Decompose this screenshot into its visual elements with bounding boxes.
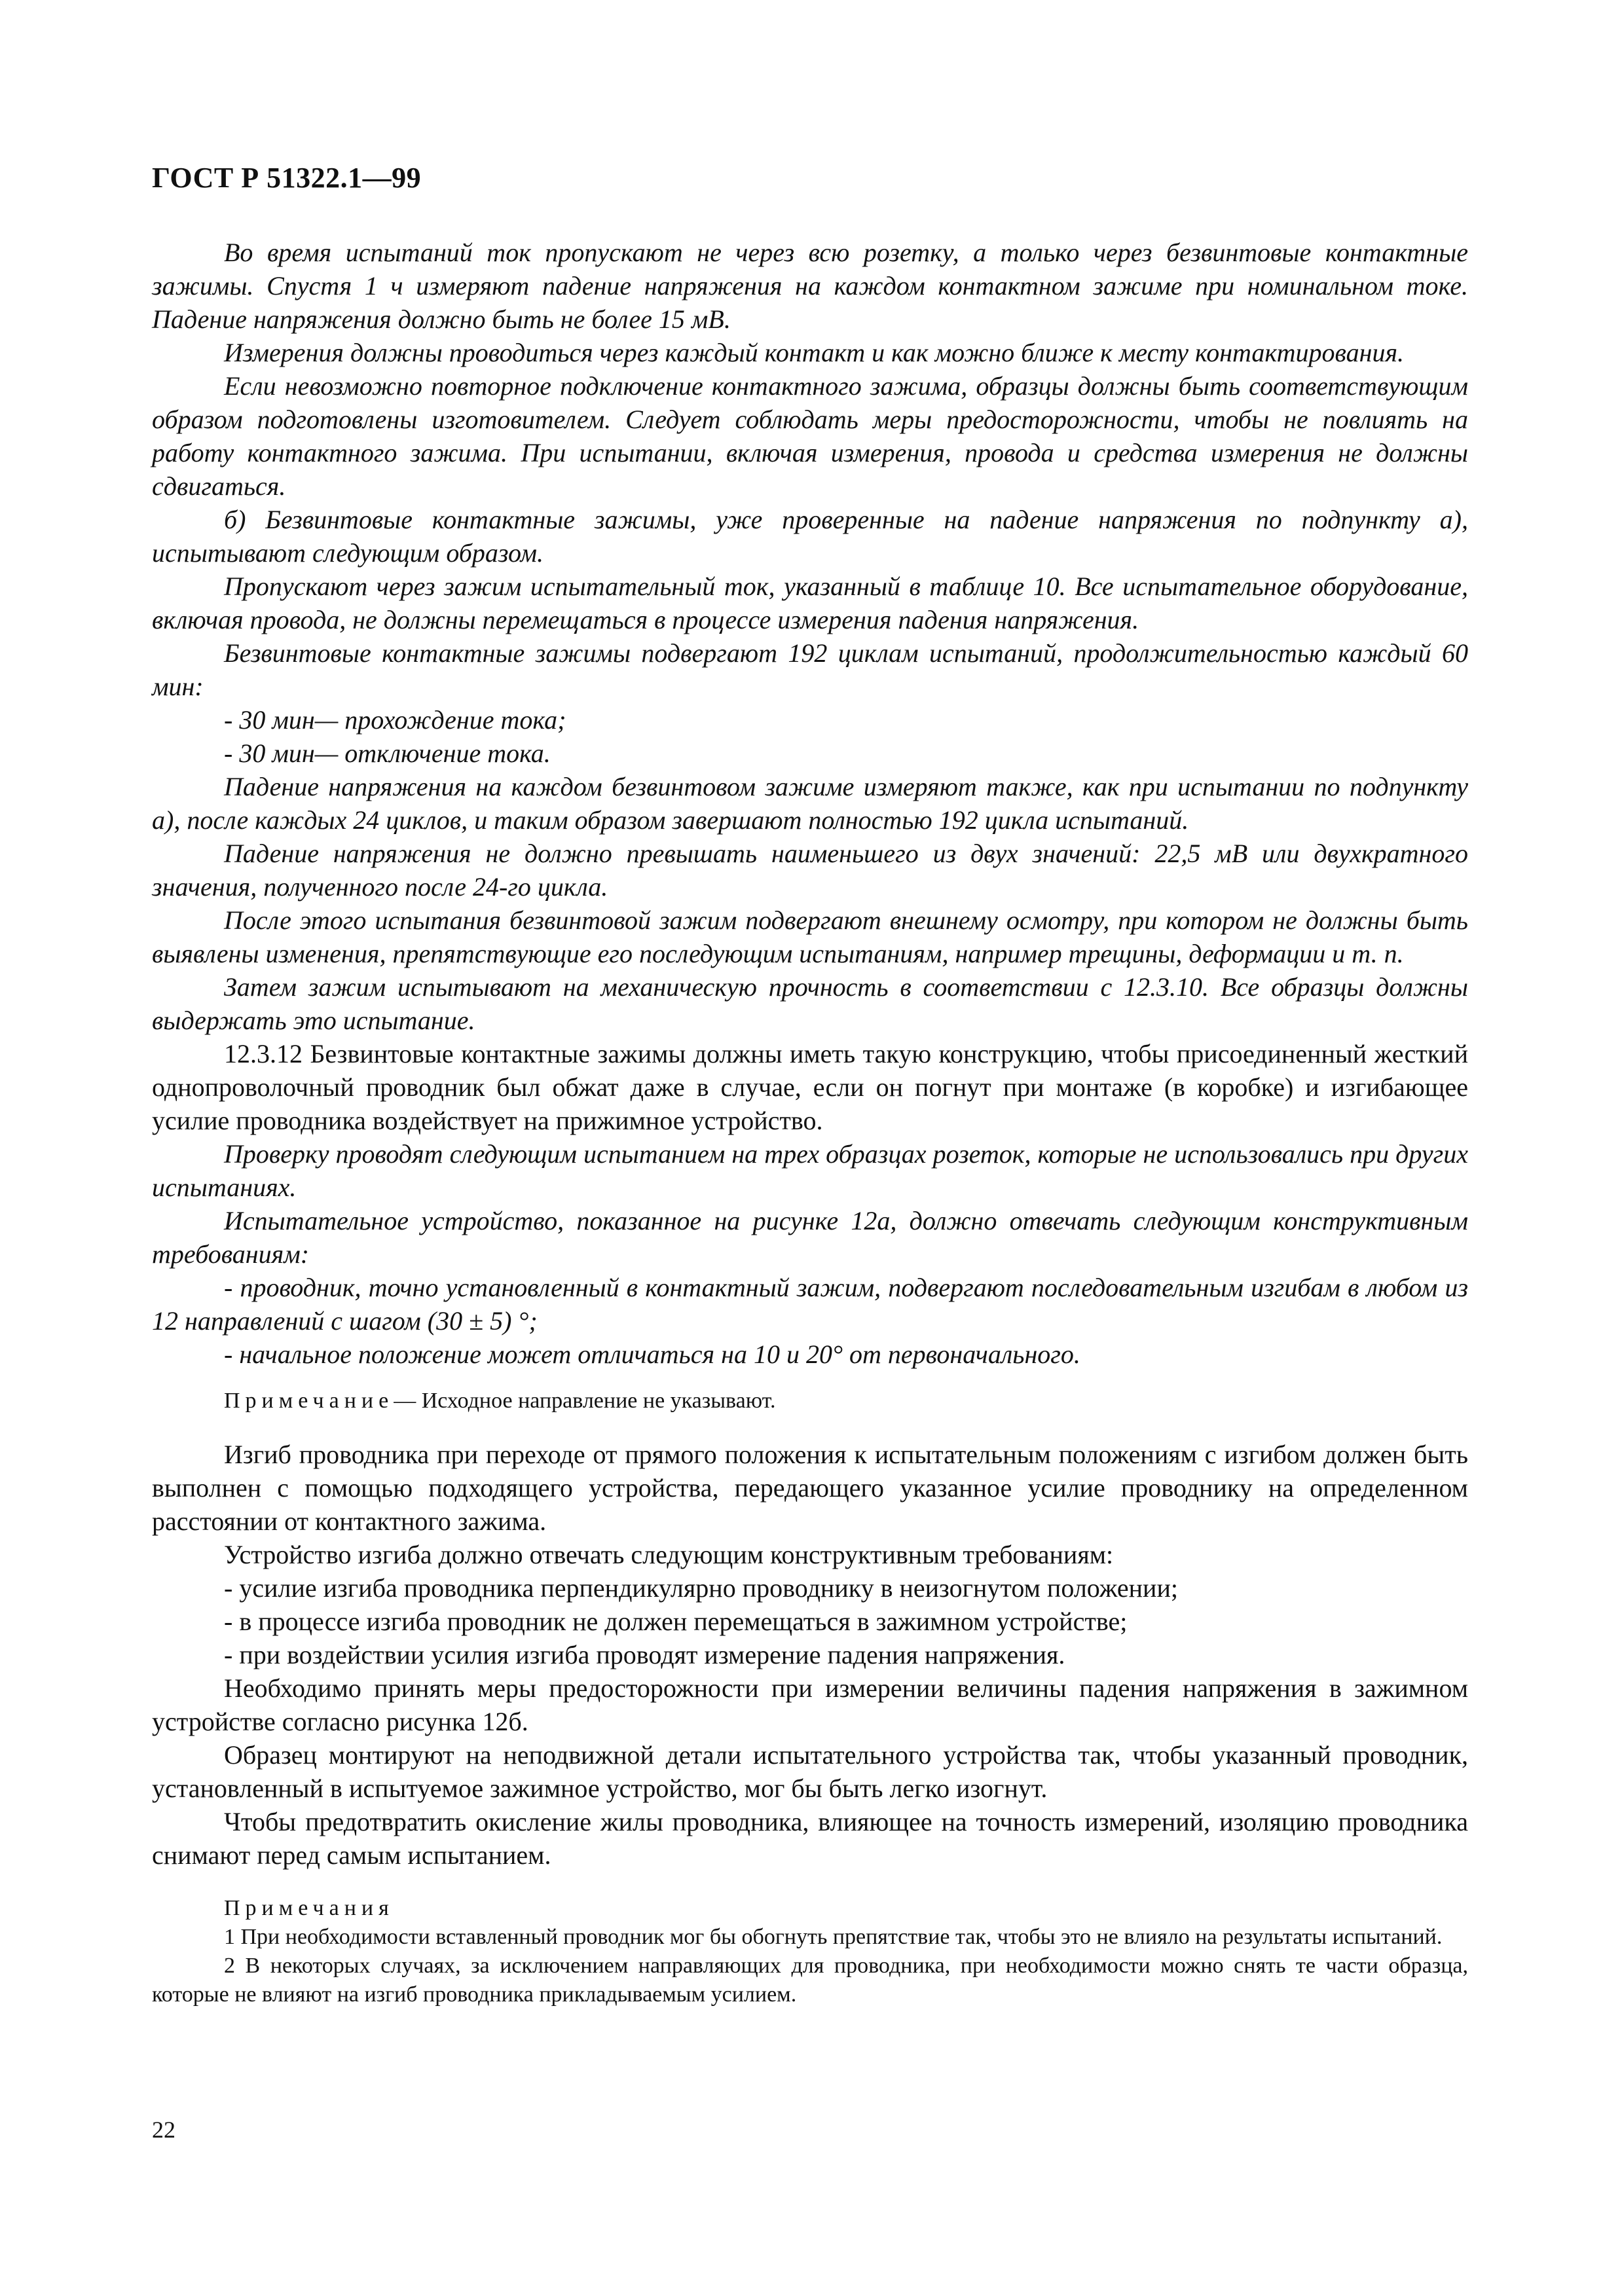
paragraph: Чтобы предотвратить окисление жилы проводника, влияющее на точность измерений, изоляцию проводника снимают перед самым испытанием. (152, 1807, 1468, 1870)
paragraph: Падение напряжения на каждом безвинтовом зажиме измеряют также, как при испытании по подпункту а), после каждых 24 циклов, и таким образом завершают полностью 192 цикла испытаний. (152, 772, 1468, 835)
note-item: 2 В некоторых случаях, за исключением направляющих для проводника, при необходимости можно снять те части образца, которые не влияют на изгиб проводника прикладываемым усилием. (152, 1954, 1468, 2007)
list-item: - начальное положение может отличаться на 10 и 20° от первоначального. (224, 1339, 1080, 1369)
clause-12-3-12: 12.3.12 Безвинтовые контактные зажимы должны иметь такую конструкцию, чтобы присоединенный жесткий однопроволочный проводник был обжат даже в случае, если он погнут при монтаже (в коробке) и изгибающее усилие проводника воздействует на прижимное устройство. (152, 1039, 1468, 1135)
page-number: 22 (152, 2117, 175, 2143)
notes-heading: Примечания (224, 1896, 394, 1920)
note-label: Примечание (224, 1389, 394, 1413)
notes-block (152, 1894, 1468, 2009)
paragraph: Безвинтовые контактные зажимы подвергают 192 циклам испытаний, продолжительностью каждый 60 мин: (152, 638, 1468, 701)
section-bending-device (152, 1438, 1468, 1872)
note (152, 1387, 1468, 1415)
paragraph: Изгиб проводника при переходе от прямого положения к испытательным положениям с изгибом должен быть выполнен с помощью подходящего устройства, передающего указанное усилие проводнику на определенном расстоянии от контактного зажима. (152, 1440, 1468, 1536)
list-item: - проводник, точно установленный в контактный зажим, подвергают последовательным изгибам в любом из 12 направлений с шагом (30 ± 5) °; (152, 1273, 1468, 1336)
list-item: - при воздействии усилия изгиба проводят измерение падения напряжения. (224, 1640, 1065, 1669)
list-item: - в процессе изгиба проводник не должен перемещаться в зажимном устройстве; (224, 1607, 1128, 1636)
paragraph: Испытательное устройство, показанное на рисунке 12а, должно отвечать следующим конструктивным требованиям: (152, 1206, 1468, 1269)
note-item: 1 При необходимости вставленный проводник мог бы обогнуть препятствие так, чтобы это не влияло на результаты испытаний. (224, 1925, 1443, 1949)
paragraph: б) Безвинтовые контактные зажимы, уже проверенные на падение напряжения по подпункту а), испытывают следующим образом. (152, 505, 1468, 568)
paragraph: Необходимо принять меры предосторожности при измерении величины падения напряжения в зажимном устройстве согласно рисунка 12б. (152, 1673, 1468, 1736)
paragraph: Пропускают через зажим испытательный ток, указанный в таблице 10. Все испытательное оборудование, включая провода, не должны перемещаться в процессе измерения падения напряжения. (152, 572, 1468, 634)
paragraph: Во время испытаний ток пропускают не через всю розетку, а только через безвинтовые контактные зажимы. Спустя 1 ч измеряют падение напряжения на каждом контактном зажиме при номинальном токе. Падение напряжения должно быть не более 15 мВ. (152, 238, 1468, 334)
paragraph: Затем зажим испытывают на механическую прочность в соответствии с 12.3.10. Все образцы должны выдержать это испытание. (152, 972, 1468, 1035)
paragraph: Измерения должны проводиться через каждый контакт и как можно ближе к месту контактирования. (224, 338, 1405, 367)
paragraph: Падение напряжения не должно превышать наименьшего из двух значений: 22,5 мВ или двухкратного значения, полученного после 24-го цикла. (152, 839, 1468, 902)
note-text: — Исходное направление не указывают. (394, 1389, 776, 1413)
paragraph: Проверку проводят следующим испытанием на трех образцах розеток, которые не использовались при других испытаниях. (152, 1139, 1468, 1202)
list-item: - 30 мин— прохождение тока; (224, 705, 566, 735)
paragraph: Если невозможно повторное подключение контактного зажима, образцы должны быть соответствующим образом подготовлены изготовителем. Следует соблюдать меры предосторожности, чтобы не повлиять на работу контактного зажима. При испытании, включая измерения, провода и средства измерения не должны сдвигаться. (152, 371, 1468, 501)
list-item: - усилие изгиба проводника перпендикулярно проводнику в неизогнутом положении; (224, 1573, 1178, 1603)
list-item: - 30 мин— отключение тока. (224, 738, 551, 768)
paragraph: Устройство изгиба должно отвечать следующим конструктивным требованиям: (224, 1540, 1114, 1569)
paragraph: Образец монтируют на неподвижной детали испытательного устройства так, чтобы указанный проводник, установленный в испытуемое зажимное устройство, мог бы быть легко изогнут. (152, 1740, 1468, 1803)
paragraph: После этого испытания безвинтовой зажим подвергают внешнему осмотру, при котором не должны быть выявлены изменения, препятствующие его последующим испытаниям, например трещины, деформации и т. п. (152, 905, 1468, 968)
notes-label (152, 1894, 1468, 1923)
standard-header: ГОСТ Р 51322.1—99 (152, 162, 422, 194)
document-body (152, 236, 1468, 2009)
